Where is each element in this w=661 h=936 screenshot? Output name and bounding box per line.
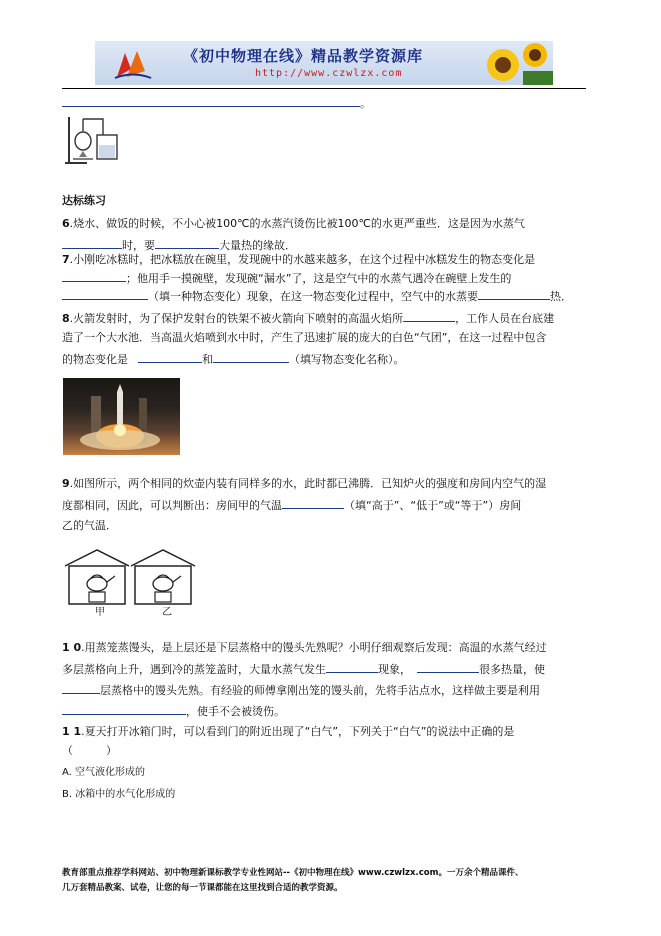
q10-line4: ，使手不会被烫伤。 bbox=[62, 704, 285, 719]
header-banner bbox=[95, 41, 553, 85]
rocket-icon bbox=[63, 378, 180, 455]
footer-line2: 几万套精品教案、试卷，让您的每一节课都能在这里找到合适的教学资源。 bbox=[62, 883, 343, 893]
room-label-yi: 乙 bbox=[162, 607, 172, 618]
lab-apparatus-figure bbox=[63, 113, 125, 167]
q10-line2: 多层蒸格向上升，遇到冷的蒸笼盖时，大量水蒸气发生 现象， 很多热量，使 bbox=[62, 663, 545, 676]
q7-line3: （填一种物态变化）现象，在这一物态变化过程中，空气中的水蒸要 热． bbox=[62, 289, 572, 304]
answer-blank[interactable] bbox=[326, 662, 378, 673]
q11-option-b[interactable]: B. 冰箱中的水气化形成的 bbox=[62, 789, 176, 800]
banner-url[interactable]: http://www.czwlzx.com bbox=[255, 68, 403, 79]
sunflower-icon bbox=[473, 41, 553, 85]
q9-line3: 乙的气温． bbox=[62, 519, 117, 532]
q6-line1: 6.烧水、做饭的时候，不小心被100℃的水蒸汽烫伤比被100℃的水更严重些．这是因为水蒸气 bbox=[62, 217, 525, 230]
answer-blank[interactable] bbox=[62, 704, 186, 715]
answer-blank[interactable] bbox=[155, 238, 219, 249]
answer-blank[interactable] bbox=[62, 683, 100, 694]
answer-blank[interactable] bbox=[62, 96, 360, 107]
q11-option-a[interactable]: A. 空气液化形成的 bbox=[62, 767, 146, 778]
q8-line3: 的物态变化是 和 （填写物态变化名称）。 bbox=[62, 353, 405, 366]
kettle-icon bbox=[87, 575, 115, 602]
answer-blank[interactable] bbox=[62, 238, 122, 249]
q11-line1: 1 1.夏天打开冰箱门时，可以看到门的附近出现了“白气”，下列关于“白气”的说法中正确的是 bbox=[62, 725, 515, 738]
q9-line2: 度都相同，因此，可以判断出：房间甲的气温 （填“高于”、“低于”或“等于”）房间 bbox=[62, 499, 522, 512]
kettle-icon bbox=[153, 575, 181, 602]
q7-line1: 7.小刚吃冰糕时，把冰糕放在碗里，发现碗中的水越来越多，在这个过程中冰糕发生的物态变化是 bbox=[62, 253, 536, 266]
q7-line2: ；他用手一摸碗壁，发现碗“漏水”了，这是空气中的水蒸气遇冷在碗壁上发生的 bbox=[62, 271, 511, 286]
q10-line3: 层蒸格中的馒头先熟。有经验的师傅拿刚出笼的馒头前，先将手沾点水，这样做主要是利用 bbox=[62, 683, 540, 698]
rocket-launch-photo bbox=[63, 378, 180, 455]
answer-blank[interactable] bbox=[213, 352, 289, 363]
banner-title: 《初中物理在线》精品教学资源库 bbox=[183, 47, 424, 65]
answer-blank[interactable] bbox=[62, 289, 148, 300]
answer-blank[interactable] bbox=[62, 271, 126, 282]
section-heading: 达标练习 bbox=[62, 194, 106, 207]
answer-blank[interactable] bbox=[478, 289, 550, 300]
q8-line1: 8.火箭发射时，为了保护发射台的铁架不被火箭向下喷射的高温火焰所 ，工作人员在台底建 bbox=[62, 312, 555, 325]
two-rooms-figure bbox=[63, 548, 198, 623]
q6-line2: 时，要 大量热的缘故． bbox=[62, 238, 296, 253]
intro-line: 。 bbox=[62, 96, 371, 111]
logo-icon bbox=[113, 47, 153, 81]
page-footer bbox=[62, 866, 592, 896]
answer-blank[interactable] bbox=[417, 662, 479, 673]
footer-line1: 教育部重点推荐学科网站、初中物理新课标教学专业性网站--《初中物理在线》www.czwlzx.com。一万余个精品课件、 bbox=[62, 868, 524, 878]
q10-line1: 1 0.用蒸笼蒸馒头，是上层还是下层蒸格中的馒头先熟呢？小明仔细观察后发现：高温的水蒸气经过 bbox=[62, 641, 547, 654]
room-label-jia: 甲 bbox=[95, 607, 105, 618]
answer-blank[interactable] bbox=[138, 352, 202, 363]
q9-line1: 9.如图所示，两个相同的炊壶内装有同样多的水，此时都已沸腾．已知炉火的强度和房间内空气的湿 bbox=[62, 477, 547, 490]
header-divider bbox=[62, 88, 586, 89]
q11-answer-bracket[interactable]: （ ） bbox=[62, 744, 117, 757]
q8-line2: 造了一个大水池．当高温火焰喷到水中时，产生了迅速扩展的庞大的白色“气团”，在这一过程中包含 bbox=[62, 331, 547, 344]
answer-blank[interactable] bbox=[403, 311, 455, 322]
answer-blank[interactable] bbox=[282, 498, 344, 509]
